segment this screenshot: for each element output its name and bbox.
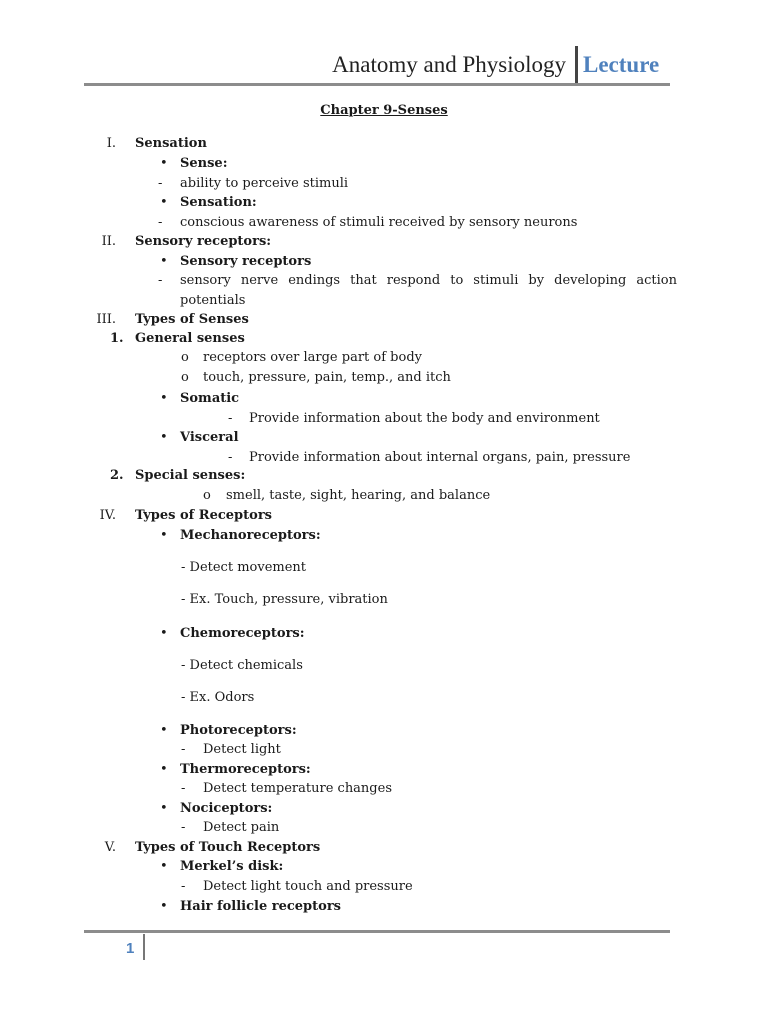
- term-label: Sensation:: [180, 195, 257, 210]
- footer-rule: [84, 930, 670, 933]
- term-label: Nociceptors:: [180, 801, 273, 816]
- definition-text: Detect pain: [203, 820, 280, 835]
- section-title: Types of Touch Receptors: [135, 840, 321, 855]
- dash-icon: -: [181, 820, 186, 835]
- dash-icon: -: [228, 411, 233, 426]
- list-item: touch, pressure, pain, temp., and itch: [203, 370, 451, 385]
- chapter-title: Chapter 9-Senses: [320, 103, 448, 118]
- section-title: Types of Senses: [135, 312, 249, 327]
- definition-text: - Detect chemicals: [181, 658, 303, 673]
- definition-text: Detect temperature changes: [203, 781, 392, 796]
- section-title: Sensory receptors:: [135, 234, 272, 249]
- bullet-icon: •: [160, 430, 168, 445]
- section-numeral: I.: [106, 136, 116, 151]
- bullet-icon: •: [160, 391, 168, 406]
- definition-text: - Detect movement: [181, 560, 307, 575]
- list-item: smell, taste, sight, hearing, and balance: [226, 488, 491, 503]
- term-label: Sensory receptors: [180, 254, 312, 269]
- term-label: Somatic: [180, 391, 240, 406]
- definition-text: potentials: [180, 293, 246, 308]
- dash-icon: -: [181, 879, 186, 894]
- definition-text: Detect light: [203, 742, 281, 757]
- term-label: Hair follicle receptors: [180, 899, 341, 914]
- section-numeral: III.: [96, 312, 116, 327]
- definition-text: Provide information about internal organs, pain, pressure: [249, 450, 631, 465]
- circle-bullet-icon: o: [181, 350, 189, 365]
- section-numeral: V.: [104, 840, 116, 855]
- subsection-title: Special senses:: [135, 468, 246, 483]
- bullet-icon: •: [160, 626, 168, 641]
- header-rule: [84, 83, 670, 86]
- page-number: 1: [126, 940, 135, 957]
- bullet-icon: •: [160, 723, 168, 738]
- document-header-tag: Lecture: [583, 52, 660, 77]
- list-number: 1.: [110, 331, 124, 346]
- term-label: Visceral: [180, 430, 239, 445]
- definition-text: Provide information about the body and environment: [249, 411, 600, 426]
- dash-icon: -: [228, 450, 233, 465]
- definition-text: ability to perceive stimuli: [180, 176, 349, 191]
- dash-icon: -: [158, 176, 163, 191]
- dash-icon: -: [181, 742, 186, 757]
- section-title: Sensation: [135, 136, 207, 151]
- definition-text: - Ex. Touch, pressure, vibration: [181, 592, 388, 607]
- bullet-icon: •: [160, 195, 168, 210]
- bullet-icon: •: [160, 801, 168, 816]
- dash-icon: -: [181, 781, 186, 796]
- term-label: Mechanoreceptors:: [180, 528, 321, 543]
- term-label: Thermoreceptors:: [180, 762, 311, 777]
- definition-text: Detect light touch and pressure: [203, 879, 413, 894]
- term-label: Chemoreceptors:: [180, 626, 305, 641]
- definition-text: - Ex. Odors: [181, 690, 255, 705]
- subsection-title: General senses: [135, 331, 245, 346]
- circle-bullet-icon: o: [203, 488, 211, 503]
- list-number: 2.: [110, 468, 124, 483]
- bullet-icon: •: [160, 899, 168, 914]
- document-header-title: Anatomy and Physiology: [332, 52, 566, 77]
- circle-bullet-icon: o: [181, 370, 189, 385]
- bullet-icon: •: [160, 528, 168, 543]
- bullet-icon: •: [160, 254, 168, 269]
- definition-text: sensory nerve endings that respond to stimuli by developing action: [180, 273, 677, 288]
- bullet-icon: •: [160, 156, 168, 171]
- footer-divider: [143, 934, 145, 960]
- definition-text: conscious awareness of stimuli received by sensory neurons: [180, 215, 578, 230]
- section-numeral: IV.: [99, 508, 116, 523]
- section-numeral: II.: [101, 234, 116, 249]
- term-label: Sense:: [180, 156, 228, 171]
- section-title: Types of Receptors: [135, 508, 272, 523]
- term-label: Photoreceptors:: [180, 723, 297, 738]
- bullet-icon: •: [160, 762, 168, 777]
- bullet-icon: •: [160, 859, 168, 874]
- dash-icon: -: [158, 273, 163, 288]
- term-label: Merkel’s disk:: [180, 859, 284, 874]
- header-divider: [575, 46, 578, 84]
- dash-icon: -: [158, 215, 163, 230]
- list-item: receptors over large part of body: [203, 350, 422, 365]
